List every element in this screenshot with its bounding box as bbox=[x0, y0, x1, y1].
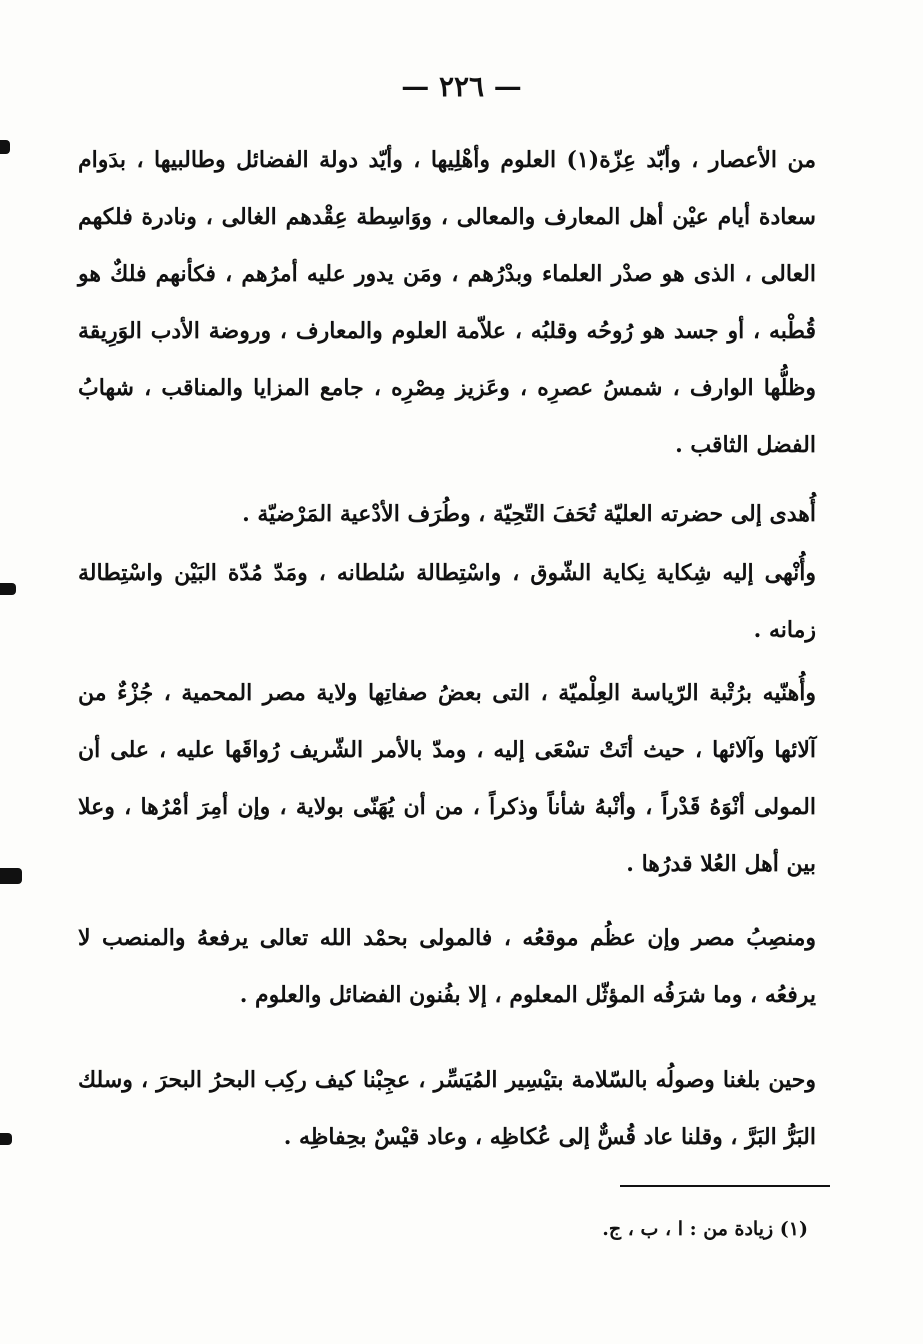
margin-mark bbox=[0, 140, 10, 154]
paragraph bbox=[78, 1052, 816, 1166]
paragraph bbox=[78, 545, 816, 659]
paragraph bbox=[78, 665, 816, 893]
margin-mark bbox=[0, 1133, 12, 1145]
paragraph-text: ومنصِبُ مصر وإن عظُم موقعُه ، فالمولى بحمْد الله تعالى يرفعهُ والمنصب لا يرفعُه ، وما شرَفُه المؤثّل المعلوم ، إلا بفُنون الفضائل والعلوم . bbox=[78, 925, 816, 1008]
paragraph-text: وحين بلغنا وصولُه بالسّلامة بتيْسِير المُيَسِّر ، عجِبْنا كيف ركِب البحرُ البحرَ ، وسلك البَرُّ البَرَّ ، وقلنا عاد قُسٌّ إلى عُكاظِه ، وعاد قيْسٌ بحِفاظِه . bbox=[78, 1067, 816, 1150]
paragraph bbox=[78, 486, 816, 543]
page-number: — ٢٢٦ — bbox=[401, 70, 522, 103]
paragraph bbox=[78, 910, 816, 1024]
paragraph-text: من الأعصار ، وأبّد عِزّة(١) العلوم وأهْلِيها ، وأيّد دولة الفضائل وطالبيها ، بدَوام سعادة أيام عيْن أهل المعارف والمعالى ، ووَاسِطة عِقْدهم الغالى ، ونادرة فلكهم العالى ، الذى هو صدْر العلماء وبدْرُهم ، ومَن يدور عليه أمرُهم ، فكأنهم فلكٌ هو قُطْبه ، أو جسد هو رُوحُه وقلبُه ، علاّمة العلوم والمعارف ، وروضة الأدب الوَرِيقة وظلُّها الوارف ، شمسُ عصرِه ، وعَزيز مِصْرِه ، جامع المزايا والمناقب ، شهابُ الفضل الثاقب . bbox=[78, 147, 816, 458]
paragraph-text: وأُنْهى إليه شِكاية نِكاية الشّوق ، واسْتِطالة سُلطانه ، ومَدّ مُدّة البَيْن واسْتِطالة زمانه . bbox=[78, 560, 816, 643]
margin-mark bbox=[0, 583, 16, 595]
margin-mark bbox=[0, 868, 22, 884]
footnote: (١) زيادة من : ا ، ب ، ج. bbox=[602, 1218, 808, 1240]
paragraph-text: أُهدى إلى حضرته العليّة تُحَفَ التّحِيّة ، وطُرَف الأدْعية المَرْضيّة . bbox=[242, 501, 816, 527]
paragraph bbox=[78, 132, 816, 474]
paragraph-text: وأُهنّيه برُتْبة الرّياسة العِلْميّة ، التى بعضُ صفاتِها ولاية مصر المحمية ، جُزْءٌ من آلائها وآلائها ، حيث أتَتْ تسْعَى إليه ، ومدّ بالأمر الشّريف رُواقَها عليه ، على أن المولى أنْوَهُ قَدْراً ، وأنْبهُ شأناً وذكراً ، من أن يُهَنّى بولاية ، وإن أمِرَ أمْرُها ، وعلا بين أهل العُلا قدرُها . bbox=[78, 680, 816, 877]
footnote-divider bbox=[620, 1185, 830, 1187]
